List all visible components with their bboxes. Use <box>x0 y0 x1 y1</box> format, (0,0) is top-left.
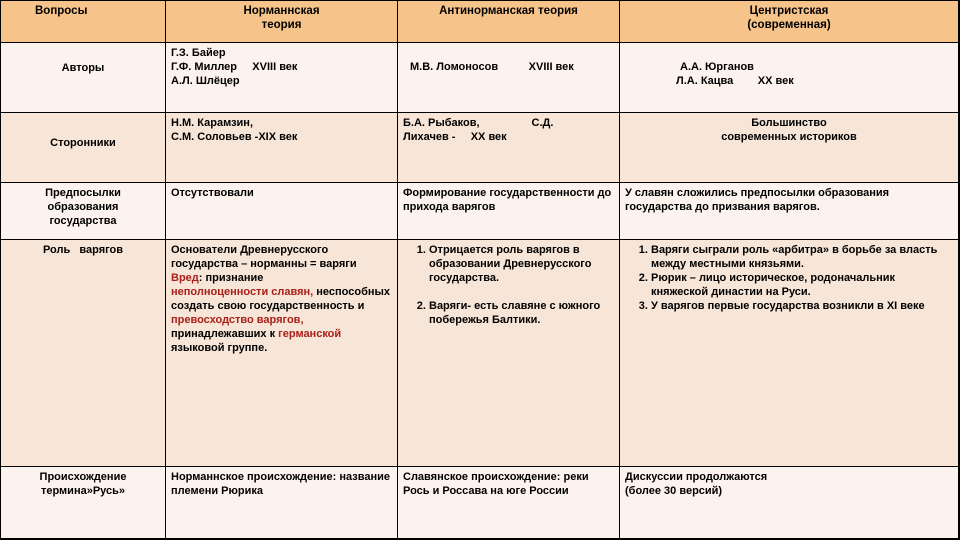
table-row-role <box>1 240 959 467</box>
question-preconditions: Предпосылки образования государства <box>1 183 166 240</box>
antinorman-authors: М.В. Ломоносов XVIII век <box>398 43 620 113</box>
header-questions: Вопросы <box>1 1 166 43</box>
antinorman-supporters: Б.А. Рыбаков, С.Д. Лихачев - XX век <box>398 113 620 183</box>
centrist-role <box>620 240 959 467</box>
harm-label: Вред <box>171 272 199 284</box>
header-norman-theory: Норманнская теория <box>166 1 398 43</box>
centrist-supporters: Большинство современных историков <box>620 113 959 183</box>
table-row-origin <box>1 467 959 539</box>
table-row-supporters <box>1 113 959 183</box>
table-header-row <box>1 1 959 43</box>
header-centrist-theory: Центристская (современная) <box>620 1 959 43</box>
question-role: Роль варягов <box>1 240 166 467</box>
norman-origin: Норманнское происхождение: название племени Рюрика <box>166 467 398 539</box>
norman-supporters: Н.М. Карамзин, С.М. Соловьев -XIX век <box>166 113 398 183</box>
centrist-preconditions: У славян сложились предпосылки образования государства до призвания варягов. <box>620 183 959 240</box>
centrist-authors: А.А. Юрганов Л.А. Кацва XX век <box>620 43 959 113</box>
antinorman-role <box>398 240 620 467</box>
list-item: 1. Варяги сыграли роль «арбитра» в борьбе за власть между местными князьями. <box>651 243 953 271</box>
header-antinorman-theory: Антинорманская теория <box>398 1 620 43</box>
norman-authors: Г.З. Байер Г.Ф. Миллер XVIII век А.Л. Шлёцер <box>166 43 398 113</box>
question-origin: Происхождение термина»Русь» <box>1 467 166 539</box>
list-item: 1. Отрицается роль варягов в образовании Древнерусского государства. <box>429 243 614 285</box>
list-item: 2. Рюрик – лицо историческое, родоначальник княжеской династии на Руси. <box>651 271 953 299</box>
centrist-origin: Дискуссии продолжаются (более 30 версий) <box>620 467 959 539</box>
antinorman-preconditions: Формирование государственности до прихода варягов <box>398 183 620 240</box>
norman-role: Основатели Древнерусского государства – норманны = варяги Вред: признание неполноценности славян, неспособных создать свою государственность и превосходство варягов, принадлежавших к германской языковой группе. <box>166 240 398 467</box>
norman-preconditions: Отсутствовали <box>166 183 398 240</box>
table-row-preconditions <box>1 183 959 240</box>
question-authors: Авторы <box>1 43 166 113</box>
table-row-authors <box>1 43 959 113</box>
list-item: 3. У варягов первые государства возникли в XI веке <box>651 299 953 313</box>
antinorman-origin: Славянское происхождение: реки Рось и Россава на юге России <box>398 467 620 539</box>
question-supporters: Сторонники <box>1 113 166 183</box>
list-item: 2. Варяги- есть славяне с южного побережья Балтики. <box>429 299 614 327</box>
